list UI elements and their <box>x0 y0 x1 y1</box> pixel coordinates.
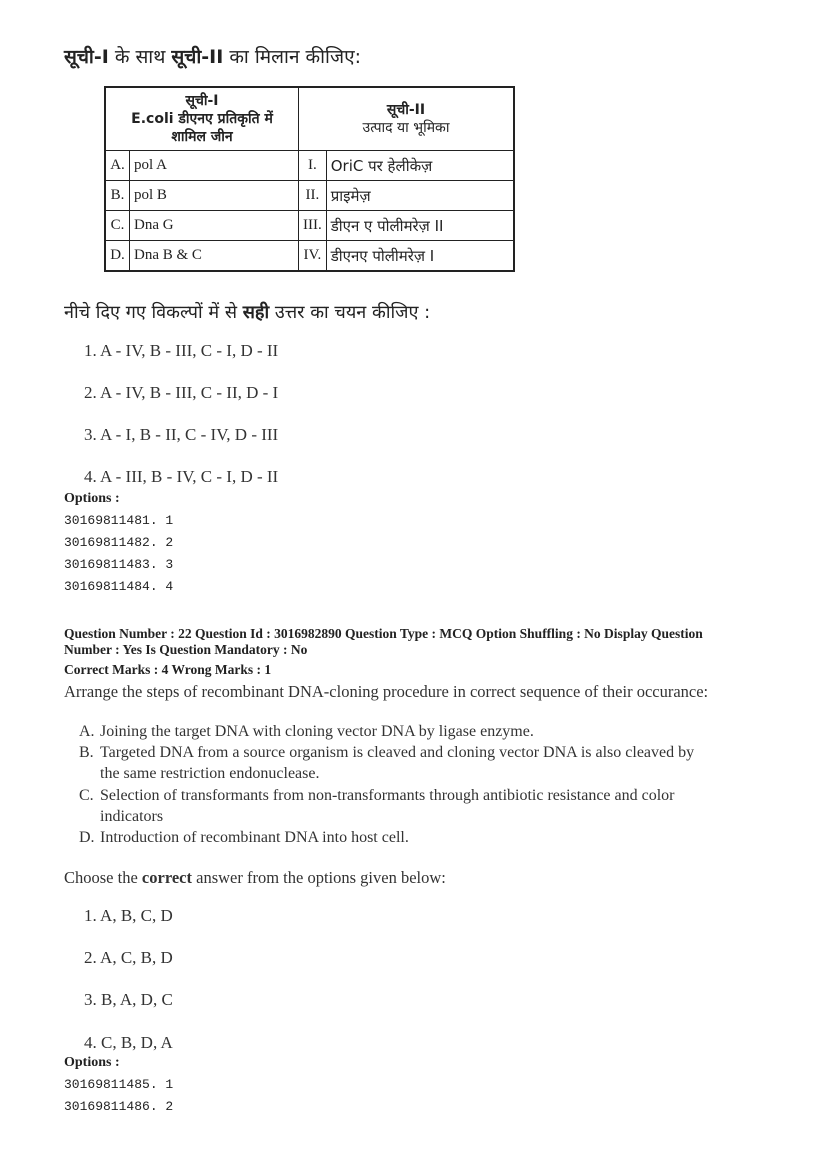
statement-key: B. <box>79 744 94 761</box>
list-1-header: सूची-I E.coli डीएनए प्रतिकृति में शामिल जीन <box>105 87 299 151</box>
question-meta-cont: Number : Yes Is Question Mandatory : No <box>64 642 308 657</box>
statement-text-cont: the same restriction endonuclease. <box>100 765 320 782</box>
answer-choice: 4. C, B, D, A <box>84 1033 173 1052</box>
statement-text: Introduction of recombinant DNA into host cell. <box>100 829 409 846</box>
option-id: 30169811485. 1 <box>64 1077 174 1092</box>
answer-choice: 2. A, C, B, D <box>84 948 173 967</box>
statement-text-cont: indicators <box>100 808 164 825</box>
match-table <box>104 86 515 272</box>
question-prompt: Arrange the steps of recombinant DNA-cloning procedure in correct sequence of their occurance: <box>64 682 709 701</box>
question-heading: सूची-I के साथ सूची-II का मिलान कीजिए: <box>64 46 361 68</box>
answer-choice: 3. A - I, B - II, C - IV, D - III <box>84 425 279 444</box>
option-id: 30169811484. 4 <box>64 579 174 594</box>
option-id: 30169811482. 2 <box>64 535 174 550</box>
statement-text: Selection of transformants from non-transformants through antibiotic resistance and color <box>100 787 675 804</box>
option-id: 30169811483. 3 <box>64 557 174 572</box>
statement-key: C. <box>79 787 94 804</box>
list-2-header: सूची-II उत्पाद या भूमिका <box>299 87 515 151</box>
answer-choice: 4. A - III, B - IV, C - I, D - II <box>84 467 279 486</box>
statement-text: Targeted DNA from a source organism is cleaved and cloning vector DNA is also cleaved by <box>100 744 695 761</box>
statement-text: Joining the target DNA with cloning vector DNA by ligase enzyme. <box>100 723 534 740</box>
table-row: B. pol B II. प्राइमेज़ <box>105 181 514 211</box>
answer-instruction: नीचे दिए गए विकल्पों में से सही उत्तर का चयन कीजिए : <box>64 302 431 323</box>
answer-choice: 3. B, A, D, C <box>84 990 173 1009</box>
answer-choice: 1. A - IV, B - III, C - I, D - II <box>84 341 279 360</box>
question-meta: Question Number : 22 Question Id : 3016982890 Question Type : MCQ Option Shuffling : No Display Question <box>64 626 703 641</box>
match-table-header <box>105 87 514 151</box>
statement-key: A. <box>79 723 95 740</box>
question-marks: Correct Marks : 4 Wrong Marks : 1 <box>64 662 272 677</box>
option-id: 30169811486. 2 <box>64 1099 174 1114</box>
table-row: A. pol A I. OriC पर हेलीकेज़ <box>105 151 514 181</box>
answer-instruction: Choose the correct answer from the options given below: <box>64 868 446 887</box>
table-row: D. Dna B & C IV. डीएनए पोलीमरेज़ I <box>105 241 514 272</box>
answer-choice: 2. A - IV, B - III, C - II, D - I <box>84 383 279 402</box>
options-label: Options : <box>64 1055 120 1070</box>
statement-key: D. <box>79 829 95 846</box>
options-label: Options : <box>64 491 120 506</box>
answer-choice: 1. A, B, C, D <box>84 906 173 925</box>
option-id: 30169811481. 1 <box>64 513 174 528</box>
table-row: C. Dna G III. डीएन ए पोलीमरेज़ II <box>105 211 514 241</box>
